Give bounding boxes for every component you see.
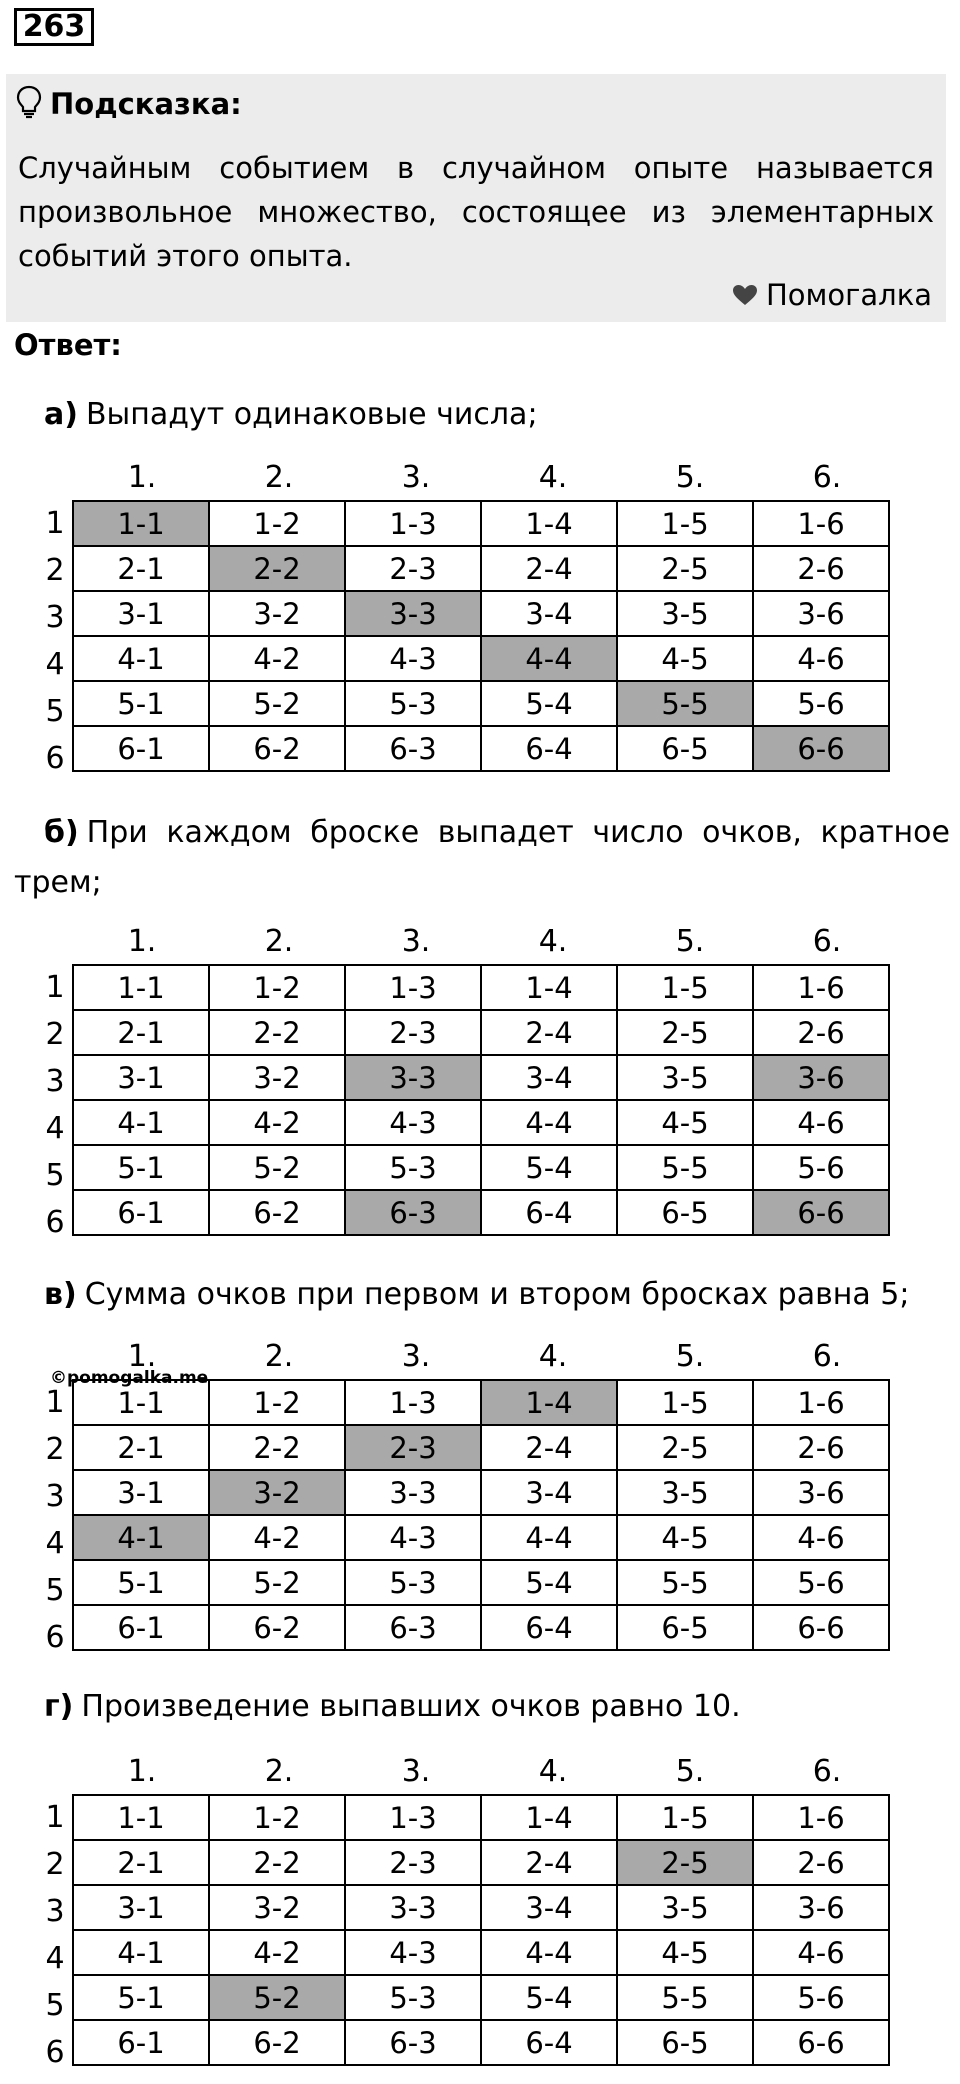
table-cell: 5-3 xyxy=(345,681,481,726)
column-header: 6. xyxy=(812,1754,842,1789)
table-cell: 6-1 xyxy=(73,726,209,771)
table-cell: 6-1 xyxy=(73,2020,209,2065)
table-row xyxy=(73,546,889,591)
column-header: 6. xyxy=(812,1339,842,1374)
row-header: 2 xyxy=(45,1847,65,1882)
table-cell: 5-4 xyxy=(481,1975,617,2020)
column-header: 4. xyxy=(538,1754,568,1789)
table-cell: 5-6 xyxy=(753,1560,889,1605)
part-a-letter: а) xyxy=(44,397,78,432)
table-cell: 4-3 xyxy=(345,1930,481,1975)
part-d-letter: г) xyxy=(44,1689,74,1724)
table-cell: 4-1 xyxy=(73,636,209,681)
row-header: 3 xyxy=(45,1894,65,1929)
column-header: 5. xyxy=(675,460,705,495)
table-cell: 3-1 xyxy=(73,1470,209,1515)
table-cell: 6-5 xyxy=(617,1190,753,1235)
table-cell: 5-6 xyxy=(753,681,889,726)
table-cell: 4-2 xyxy=(209,636,345,681)
highlighted-cell: 2-2 xyxy=(209,546,345,591)
table-cell: 1-1 xyxy=(73,1795,209,1840)
table-cell: 5-4 xyxy=(481,681,617,726)
table-cell: 5-1 xyxy=(73,1975,209,2020)
table-cell: 5-3 xyxy=(345,1560,481,1605)
highlighted-cell: 6-6 xyxy=(753,1190,889,1235)
column-header: 4. xyxy=(538,924,568,959)
highlighted-cell: 3-3 xyxy=(345,591,481,636)
highlighted-cell: 5-5 xyxy=(617,681,753,726)
brand-name: Помогалка xyxy=(766,278,932,312)
table-cell: 6-5 xyxy=(617,2020,753,2065)
table-cell: 1-2 xyxy=(209,501,345,546)
table-cell: 4-5 xyxy=(617,1930,753,1975)
row-header: 1 xyxy=(45,506,65,541)
row-header: 3 xyxy=(45,600,65,635)
brand-label xyxy=(732,278,932,312)
table-row xyxy=(73,1840,889,1885)
table-cell: 3-6 xyxy=(753,1885,889,1930)
table-cell: 2-3 xyxy=(345,1010,481,1055)
table-row xyxy=(73,1010,889,1055)
table-cell: 6-4 xyxy=(481,1190,617,1235)
row-header: 4 xyxy=(45,647,65,682)
table-cell: 1-1 xyxy=(73,1380,209,1425)
hint-text: Случайным событием в случайном опыте называется произвольное множество, состоящее из элементарных событий этого опыта. xyxy=(18,151,934,273)
column-header: 6. xyxy=(812,460,842,495)
table-cell: 1-4 xyxy=(481,501,617,546)
table-cell: 3-5 xyxy=(617,1470,753,1515)
table-cell: 4-6 xyxy=(753,1515,889,1560)
table-cell: 1-3 xyxy=(345,501,481,546)
outcome-grid xyxy=(72,1794,890,2066)
table-cell: 6-4 xyxy=(481,2020,617,2065)
highlighted-cell: 2-3 xyxy=(345,1425,481,1470)
column-header: 5. xyxy=(675,1339,705,1374)
column-header: 3. xyxy=(401,1339,431,1374)
table-cell: 2-1 xyxy=(73,1010,209,1055)
table-cell: 3-1 xyxy=(73,1885,209,1930)
row-header: 5 xyxy=(45,694,65,729)
table-cell: 2-6 xyxy=(753,546,889,591)
row-header: 1 xyxy=(45,1800,65,1835)
highlighted-cell: 4-4 xyxy=(481,636,617,681)
table-cell: 3-1 xyxy=(73,591,209,636)
table-cell: 4-5 xyxy=(617,636,753,681)
table-cell: 3-5 xyxy=(617,591,753,636)
table-cell: 4-2 xyxy=(209,1930,345,1975)
heart-icon xyxy=(732,284,758,306)
table-cell: 5-3 xyxy=(345,1145,481,1190)
table-row xyxy=(73,501,889,546)
table-cell: 1-2 xyxy=(209,1380,345,1425)
highlighted-cell: 2-5 xyxy=(617,1840,753,1885)
table-cell: 6-3 xyxy=(345,2020,481,2065)
table-cell: 1-3 xyxy=(345,965,481,1010)
table-cell: 3-6 xyxy=(753,1470,889,1515)
row-header: 3 xyxy=(45,1064,65,1099)
table-cell: 2-2 xyxy=(209,1840,345,1885)
table-cell: 1-2 xyxy=(209,965,345,1010)
part-b-text: При каждом броске выпадет число очков, кратное трем; xyxy=(14,815,950,900)
column-header: 1. xyxy=(127,1754,157,1789)
column-header: 6. xyxy=(812,924,842,959)
table-cell: 1-5 xyxy=(617,1795,753,1840)
part-b-heading xyxy=(14,808,950,908)
table-cell: 4-1 xyxy=(73,1100,209,1145)
row-header: 1 xyxy=(45,1385,65,1420)
row-header: 6 xyxy=(45,2035,65,2070)
column-headers xyxy=(44,456,894,500)
table-cell: 4-1 xyxy=(73,1930,209,1975)
highlighted-cell: 3-6 xyxy=(753,1055,889,1100)
table-cell: 2-6 xyxy=(753,1840,889,1885)
highlighted-cell: 6-6 xyxy=(753,726,889,771)
part-c-text: Сумма очков при первом и втором бросках равна 5; xyxy=(84,1277,910,1312)
table-cell: 5-2 xyxy=(209,1560,345,1605)
part-a-heading xyxy=(14,390,950,440)
table-cell: 6-2 xyxy=(209,2020,345,2065)
table-cell: 2-4 xyxy=(481,1010,617,1055)
answer-label: Ответ: xyxy=(14,328,122,362)
table-cell: 5-1 xyxy=(73,1560,209,1605)
table-cell: 1-6 xyxy=(753,1795,889,1840)
table-cell: 6-5 xyxy=(617,726,753,771)
row-header: 4 xyxy=(45,1941,65,1976)
table-cell: 5-6 xyxy=(753,1145,889,1190)
hint-box xyxy=(6,74,946,322)
table-row xyxy=(73,1145,889,1190)
table-cell: 2-5 xyxy=(617,1010,753,1055)
table-cell: 2-1 xyxy=(73,546,209,591)
highlighted-cell: 4-1 xyxy=(73,1515,209,1560)
row-header: 3 xyxy=(45,1479,65,1514)
table-row xyxy=(73,965,889,1010)
table-cell: 1-5 xyxy=(617,501,753,546)
table-cell: 5-5 xyxy=(617,1975,753,2020)
row-header: 6 xyxy=(45,1205,65,1240)
hint-title: Подсказка: xyxy=(50,87,242,121)
column-header: 4. xyxy=(538,460,568,495)
table-cell: 3-4 xyxy=(481,591,617,636)
table-cell: 1-3 xyxy=(345,1795,481,1840)
row-headers xyxy=(44,500,66,782)
table-cell: 6-6 xyxy=(753,2020,889,2065)
table-cell: 2-1 xyxy=(73,1425,209,1470)
table-row xyxy=(73,681,889,726)
table-cell: 6-1 xyxy=(73,1190,209,1235)
row-header: 2 xyxy=(45,1432,65,1467)
table-cell: 4-6 xyxy=(753,636,889,681)
table-cell: 2-2 xyxy=(209,1425,345,1470)
table-row xyxy=(73,1975,889,2020)
row-header: 4 xyxy=(45,1526,65,1561)
table-cell: 3-3 xyxy=(345,1885,481,1930)
column-header: 2. xyxy=(264,460,294,495)
table-row xyxy=(73,1425,889,1470)
row-header: 1 xyxy=(45,970,65,1005)
part-d-heading xyxy=(14,1682,950,1732)
task-number: 263 xyxy=(14,8,94,46)
table-cell: 5-3 xyxy=(345,1975,481,2020)
table-cell: 1-6 xyxy=(753,1380,889,1425)
table-cell: 1-2 xyxy=(209,1795,345,1840)
table-cell: 6-2 xyxy=(209,726,345,771)
row-header: 4 xyxy=(45,1111,65,1146)
table-cell: 6-5 xyxy=(617,1605,753,1650)
table-row xyxy=(73,591,889,636)
table-cell: 4-6 xyxy=(753,1100,889,1145)
table-cell: 2-3 xyxy=(345,546,481,591)
column-headers xyxy=(44,1750,894,1794)
row-header: 2 xyxy=(45,553,65,588)
table-cell: 1-5 xyxy=(617,965,753,1010)
lightbulb-icon xyxy=(16,85,42,123)
outcome-grid xyxy=(72,964,890,1236)
table-cell: 6-1 xyxy=(73,1605,209,1650)
table-cell: 3-5 xyxy=(617,1885,753,1930)
row-headers xyxy=(44,1794,66,2076)
table-cell: 5-6 xyxy=(753,1975,889,2020)
table-cell: 3-5 xyxy=(617,1055,753,1100)
table-cell: 4-5 xyxy=(617,1515,753,1560)
table-cell: 1-6 xyxy=(753,965,889,1010)
table-cell: 3-6 xyxy=(753,591,889,636)
column-headers xyxy=(44,920,894,964)
table-cell: 4-3 xyxy=(345,1100,481,1145)
table-cell: 2-5 xyxy=(617,546,753,591)
column-header: 3. xyxy=(401,1754,431,1789)
table-cell: 5-4 xyxy=(481,1560,617,1605)
highlighted-cell: 3-2 xyxy=(209,1470,345,1515)
part-c-heading xyxy=(14,1270,950,1320)
table-cell: 4-4 xyxy=(481,1100,617,1145)
table-row xyxy=(73,1605,889,1650)
table-cell: 6-2 xyxy=(209,1190,345,1235)
highlighted-cell: 3-3 xyxy=(345,1055,481,1100)
table-row xyxy=(73,1100,889,1145)
table-cell: 4-5 xyxy=(617,1100,753,1145)
table-cell: 5-5 xyxy=(617,1560,753,1605)
table-cell: 4-4 xyxy=(481,1930,617,1975)
table-cell: 4-4 xyxy=(481,1515,617,1560)
column-header: 1. xyxy=(127,924,157,959)
outcome-grid xyxy=(72,500,890,772)
table-cell: 3-2 xyxy=(209,1055,345,1100)
row-header: 6 xyxy=(45,1620,65,1655)
table-cell: 5-5 xyxy=(617,1145,753,1190)
hint-header xyxy=(16,84,242,124)
table-cell: 6-3 xyxy=(345,1605,481,1650)
highlighted-cell: 6-3 xyxy=(345,1190,481,1235)
table-cell: 2-2 xyxy=(209,1010,345,1055)
table-cell: 6-2 xyxy=(209,1605,345,1650)
table-cell: 6-3 xyxy=(345,726,481,771)
part-d-text: Произведение выпавших очков равно 10. xyxy=(81,1689,741,1724)
table-cell: 3-2 xyxy=(209,1885,345,1930)
table-cell: 5-1 xyxy=(73,1145,209,1190)
table-row xyxy=(73,1795,889,1840)
outcome-table-b xyxy=(44,920,894,1240)
table-cell: 2-4 xyxy=(481,1840,617,1885)
column-header: 3. xyxy=(401,924,431,959)
column-header: 2. xyxy=(264,1339,294,1374)
part-b-letter: б) xyxy=(44,815,79,850)
column-header: 5. xyxy=(675,924,705,959)
column-header: 1. xyxy=(127,460,157,495)
table-cell: 1-6 xyxy=(753,501,889,546)
column-header: 4. xyxy=(538,1339,568,1374)
table-cell: 5-2 xyxy=(209,1145,345,1190)
table-row xyxy=(73,1930,889,1975)
row-headers xyxy=(44,1379,66,1661)
table-cell: 2-4 xyxy=(481,1425,617,1470)
table-row xyxy=(73,1515,889,1560)
table-cell: 1-4 xyxy=(481,965,617,1010)
table-cell: 5-2 xyxy=(209,681,345,726)
part-a-text: Выпадут одинаковые числа; xyxy=(85,397,538,432)
table-row xyxy=(73,1190,889,1235)
table-cell: 2-4 xyxy=(481,546,617,591)
table-cell: 2-1 xyxy=(73,1840,209,1885)
table-cell: 3-3 xyxy=(345,1470,481,1515)
table-cell: 3-4 xyxy=(481,1470,617,1515)
table-cell: 6-4 xyxy=(481,1605,617,1650)
table-row xyxy=(73,1470,889,1515)
row-header: 5 xyxy=(45,1158,65,1193)
highlighted-cell: 1-4 xyxy=(481,1380,617,1425)
table-cell: 1-4 xyxy=(481,1795,617,1840)
table-cell: 3-4 xyxy=(481,1885,617,1930)
table-cell: 1-1 xyxy=(73,965,209,1010)
column-header: 3. xyxy=(401,460,431,495)
table-row xyxy=(73,2020,889,2065)
column-header: 2. xyxy=(264,924,294,959)
row-header: 5 xyxy=(45,1988,65,2023)
table-cell: 6-6 xyxy=(753,1605,889,1650)
table-row xyxy=(73,636,889,681)
table-row xyxy=(73,1560,889,1605)
row-header: 5 xyxy=(45,1573,65,1608)
column-header: 1. xyxy=(127,1339,157,1374)
table-row xyxy=(73,726,889,771)
table-cell: 3-1 xyxy=(73,1055,209,1100)
outcome-grid xyxy=(72,1379,890,1651)
highlighted-cell: 1-1 xyxy=(73,501,209,546)
table-row xyxy=(73,1055,889,1100)
highlighted-cell: 5-2 xyxy=(209,1975,345,2020)
table-row xyxy=(73,1885,889,1930)
table-cell: 5-1 xyxy=(73,681,209,726)
watermark: ©pomogalka.me xyxy=(50,1368,209,1388)
row-header: 6 xyxy=(45,741,65,776)
table-cell: 4-6 xyxy=(753,1930,889,1975)
table-cell: 2-3 xyxy=(345,1840,481,1885)
table-cell: 3-4 xyxy=(481,1055,617,1100)
table-cell: 2-6 xyxy=(753,1425,889,1470)
table-cell: 4-2 xyxy=(209,1515,345,1560)
table-cell: 3-2 xyxy=(209,591,345,636)
outcome-table-d xyxy=(44,1750,894,2070)
outcome-table-a xyxy=(44,456,894,776)
column-header: 5. xyxy=(675,1754,705,1789)
table-cell: 4-2 xyxy=(209,1100,345,1145)
table-cell: 2-6 xyxy=(753,1010,889,1055)
table-cell: 5-4 xyxy=(481,1145,617,1190)
table-cell: 2-5 xyxy=(617,1425,753,1470)
table-cell: 1-5 xyxy=(617,1380,753,1425)
part-c-letter: в) xyxy=(44,1277,77,1312)
row-header: 2 xyxy=(45,1017,65,1052)
table-cell: 6-4 xyxy=(481,726,617,771)
table-cell: 4-3 xyxy=(345,1515,481,1560)
table-cell: 1-3 xyxy=(345,1380,481,1425)
row-headers xyxy=(44,964,66,1246)
table-cell: 4-3 xyxy=(345,636,481,681)
column-header: 2. xyxy=(264,1754,294,1789)
